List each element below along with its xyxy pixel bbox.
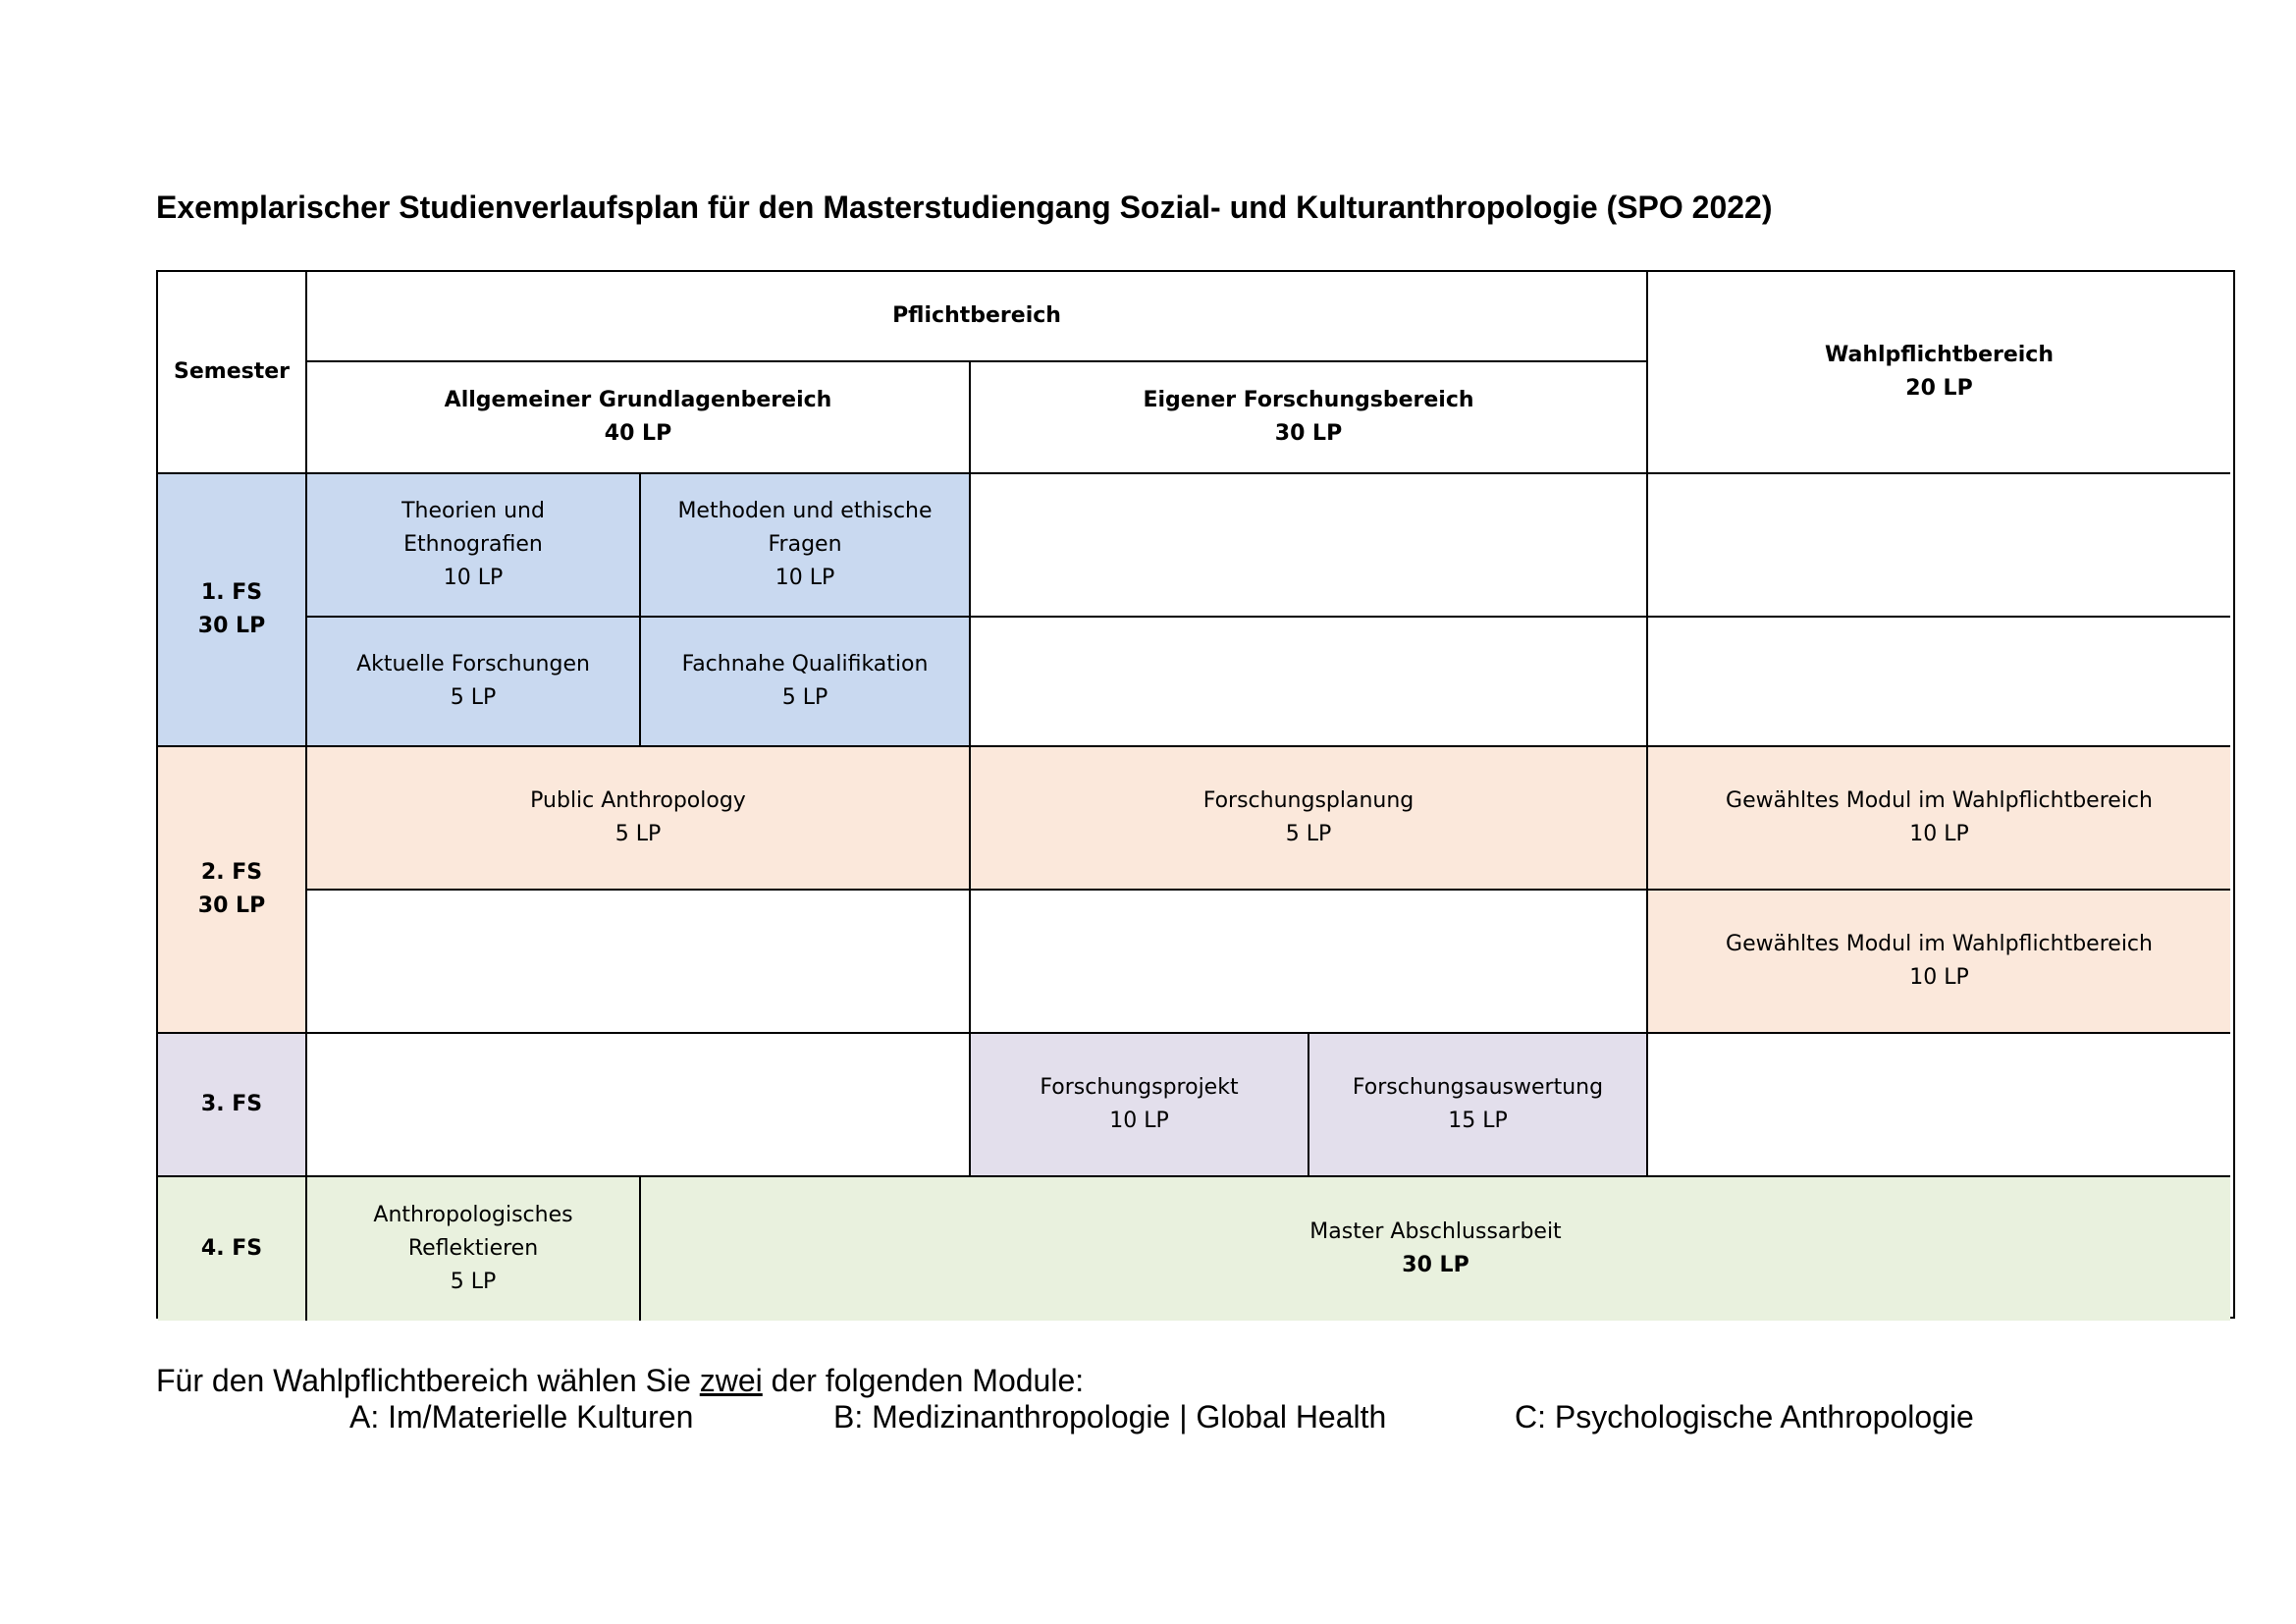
forschung-lp: 30 LP: [1274, 421, 1343, 446]
empty-cell: [1648, 474, 2230, 618]
module-name-line: Reflektieren: [407, 1236, 539, 1261]
empty-cell: [307, 891, 971, 1034]
grundlagen-lp: 40 LP: [604, 421, 672, 446]
semester-header-label: Semester: [174, 359, 290, 384]
empty-cell: [971, 891, 1648, 1034]
module-lp: 30 LP: [1402, 1253, 1469, 1277]
module-lp: 10 LP: [443, 566, 504, 590]
semester-1-lp: 30 LP: [197, 614, 266, 638]
module-lp: 10 LP: [1109, 1109, 1169, 1133]
module-lp: 5 LP: [614, 822, 662, 846]
module-name: Fachnahe Qualifikation: [681, 652, 929, 677]
module-name-line: Fragen: [768, 532, 842, 557]
module-theorien: [307, 474, 641, 618]
module-fachnahe-qualifikation: [641, 618, 971, 747]
elective-note: [156, 1363, 1084, 1399]
wahlpflicht-label: Wahlpflichtbereich: [1824, 343, 2055, 367]
module-name: Gewähltes Modul im Wahlpflichtbereich: [1726, 932, 2153, 956]
module-name: Master Abschlussarbeit: [1309, 1219, 1562, 1244]
module-forschungsplanung: [971, 747, 1648, 891]
module-name: Aktuelle Forschungen: [356, 652, 590, 677]
module-forschungsprojekt: [971, 1034, 1309, 1177]
module-lp: 15 LP: [1448, 1109, 1508, 1133]
forschung-label: Eigener Forschungsbereich: [1143, 388, 1474, 412]
empty-cell: [971, 618, 1648, 747]
study-plan-table: [156, 270, 2235, 1319]
semester-2-label: [158, 747, 307, 1034]
note-text-after: der folgenden Module:: [762, 1363, 1085, 1398]
module-name: Public Anthropology: [530, 788, 746, 813]
module-methoden: [641, 474, 971, 618]
elective-option-c: C: Psychologische Anthropologie: [1515, 1399, 1974, 1435]
module-lp: 5 LP: [450, 1270, 497, 1294]
module-public-anthropology: [307, 747, 971, 891]
module-name: Forschungsauswertung: [1352, 1075, 1604, 1100]
page-title: Exemplarischer Studienverlaufsplan für den Masterstudiengang Sozial- und Kulturanthropologie (SPO 2022): [156, 189, 1773, 225]
empty-cell: [307, 1034, 971, 1177]
module-lp: 5 LP: [781, 685, 828, 710]
module-master-abschlussarbeit: [641, 1177, 2230, 1321]
module-name-line: Methoden und ethische: [677, 499, 933, 523]
semester-2-lp: 30 LP: [197, 893, 266, 918]
semester-1-name: 1. FS: [200, 580, 263, 605]
semester-header: [158, 272, 307, 474]
module-lp: 10 LP: [1909, 822, 1969, 846]
semester-1-label: [158, 474, 307, 747]
module-name: Gewähltes Modul im Wahlpflichtbereich: [1726, 788, 2153, 813]
pflichtbereich-label: Pflichtbereich: [892, 303, 1061, 328]
elective-option-b: B: Medizinanthropologie | Global Health: [833, 1399, 1387, 1435]
module-lp: 10 LP: [774, 566, 835, 590]
empty-cell: [971, 474, 1648, 618]
semester-3-name: 3. FS: [200, 1092, 263, 1116]
module-lp: 5 LP: [1285, 822, 1332, 846]
empty-cell: [1648, 618, 2230, 747]
grundlagen-label: Allgemeiner Grundlagenbereich: [444, 388, 832, 412]
semester-2-name: 2. FS: [200, 860, 263, 885]
module-name-line: Theorien und: [401, 499, 545, 523]
module-wahlpflicht-1: [1648, 747, 2230, 891]
pflichtbereich-header: [307, 272, 1648, 362]
empty-cell: [1648, 1034, 2230, 1177]
wahlpflicht-lp: 20 LP: [1905, 376, 1973, 401]
note-text-before: Für den Wahlpflichtbereich wählen Sie: [156, 1363, 700, 1398]
module-name: Forschungsprojekt: [1040, 1075, 1239, 1100]
module-name-line: Anthropologisches: [373, 1203, 573, 1227]
module-wahlpflicht-2: [1648, 891, 2230, 1034]
elective-option-a: A: Im/Materielle Kulturen: [349, 1399, 694, 1435]
module-name: Forschungsplanung: [1202, 788, 1415, 813]
semester-4-name: 4. FS: [200, 1236, 263, 1261]
module-lp: 10 LP: [1909, 965, 1969, 990]
module-aktuelle-forschungen: [307, 618, 641, 747]
module-anthropologisches-reflektieren: [307, 1177, 641, 1321]
grundlagenbereich-header: [307, 362, 971, 474]
forschungsbereich-header: [971, 362, 1648, 474]
module-name-line: Ethnografien: [403, 532, 543, 557]
module-forschungsauswertung: [1309, 1034, 1648, 1177]
note-emphasis: zwei: [699, 1363, 763, 1398]
wahlpflichtbereich-header: [1648, 272, 2230, 474]
semester-3-label: [158, 1034, 307, 1177]
semester-4-label: [158, 1177, 307, 1321]
module-lp: 5 LP: [450, 685, 497, 710]
